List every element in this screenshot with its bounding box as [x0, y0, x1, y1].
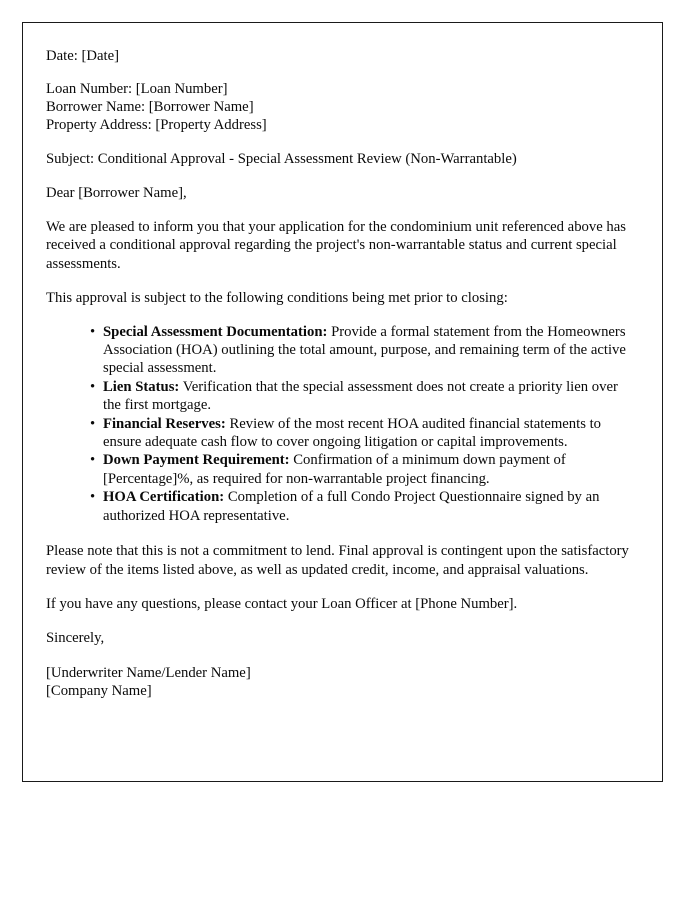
company-name: [Company Name] — [46, 683, 152, 700]
spacer — [46, 613, 636, 629]
spacer — [46, 525, 636, 542]
disclaimer-paragraph: Please note that this is not a commitment to lend. Final approval is contingent upon the satisfactory review of the items listed above, as well as updated credit, income, and appraisal valuations. — [46, 543, 629, 578]
date-line: Date: [Date] — [46, 48, 119, 64]
letter-body — [23, 23, 662, 700]
spacer — [46, 134, 636, 150]
condition-text: Verification that the special assessment does not create a priority lien over the first mortgage. — [103, 378, 618, 414]
spacer — [46, 647, 636, 664]
condition-label: Lien Status: — [103, 378, 180, 395]
conditions-intro: This approval is subject to the following conditions being met prior to closing: — [46, 290, 508, 307]
list-item — [90, 451, 636, 488]
list-item — [90, 323, 636, 378]
signer-name: [Underwriter Name/Lender Name] — [46, 665, 251, 682]
bullet-icon: • — [90, 378, 96, 395]
condition-text: Confirmation of a minimum down payment of [Percentage]%, as required for non-warrantable project financing. — [103, 452, 566, 487]
property-address-line: Property Address: [Property Address] — [46, 117, 267, 133]
condition-label: HOA Certification: — [103, 489, 225, 506]
opening-paragraph: We are pleased to inform you that your application for the condominium unit referenced above has received a conditional approval regarding the project's non-warrantable status and current special assessments. — [46, 219, 626, 272]
loan-number-line: Loan Number: [Loan Number] — [46, 81, 228, 97]
subject-line: Subject: Conditional Approval - Special Assessment Review (Non-Warrantable) — [46, 151, 517, 167]
contact-paragraph: If you have any questions, please contact your Loan Officer at [Phone Number]. — [46, 595, 518, 612]
spacer — [46, 202, 636, 218]
salutation: Dear [Borrower Name], — [46, 185, 187, 201]
spacer — [46, 579, 636, 595]
closing-salutation: Sincerely, — [46, 630, 105, 647]
borrower-name-line: Borrower Name: [Borrower Name] — [46, 99, 254, 115]
condition-text: Review of the most recent HOA audited financial statements to ensure adequate cash flow to cover ongoing litigation or capital improvements. — [103, 415, 602, 451]
condition-label: Financial Reserves: — [103, 415, 226, 432]
bullet-icon: • — [90, 323, 96, 340]
list-item — [90, 378, 636, 415]
list-item — [90, 415, 636, 452]
list-item — [90, 488, 636, 525]
spacer — [46, 308, 636, 323]
spacer — [46, 273, 636, 289]
spacer — [46, 65, 636, 80]
letter-page — [22, 22, 663, 782]
bullet-icon: • — [90, 489, 96, 506]
bullet-icon: • — [90, 452, 96, 469]
condition-label: Special Assessment Documentation: — [103, 323, 328, 340]
condition-text: Provide a formal statement from the Homeowners Association (HOA) outlining the total amount, purpose, and remaining term of the active special assessment. — [103, 323, 626, 377]
condition-text: Completion of a full Condo Project Questionnaire signed by an authorized HOA representative. — [103, 489, 600, 524]
condition-label: Down Payment Requirement: — [103, 452, 290, 469]
conditions-list — [46, 323, 636, 525]
spacer — [46, 168, 636, 184]
bullet-icon: • — [90, 415, 96, 432]
